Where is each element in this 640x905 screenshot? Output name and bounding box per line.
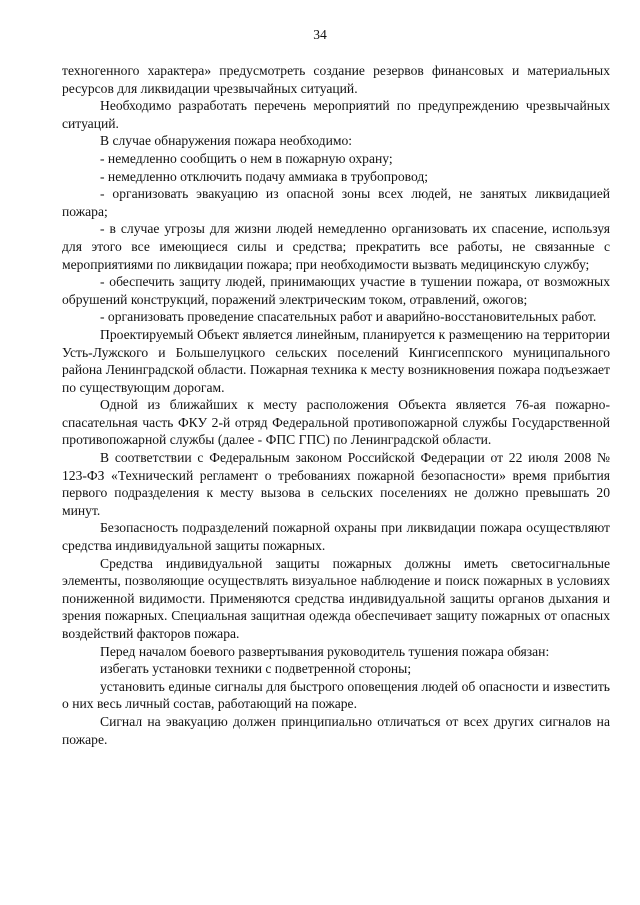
paragraph: - обеспечить защиту людей, принимающих участие в тушении пожара, от возможных обрушений конструкций, поражений электрическим током, отравлений, ожогов; [62, 274, 610, 307]
document-body [62, 62, 610, 748]
paragraph: В соответствии с Федеральным законом Российской Федерации от 22 июля 2008 № 123-ФЗ «Технический регламент о требованиях пожарной безопасности» время прибытия первого подразделения к месту вызова в сельских поселениях не должно превышать 20 минут. [62, 450, 610, 518]
paragraph: - немедленно отключить подачу аммиака в трубопровод; [100, 168, 429, 184]
paragraph: Проектируемый Объект является линейным, планируется к размещению на территории Усть-Лужского и Большелуцкого сельских поселений Кингисеппского муниципального района Ленинградской области. Пожарная техника к месту возникновения пожара подъезжает по существующим дорогам. [62, 326, 610, 395]
paragraph: - организовать эвакуацию из опасной зоны всех людей, не занятых ликвидацией пожара; [62, 186, 610, 219]
paragraph: Сигнал на эвакуацию должен принципиально отличаться от всех других сигналов на пожаре. [62, 713, 610, 747]
paragraph: Средства индивидуальной защиты пожарных должны иметь светосигнальные элементы, позволяющие осуществлять визуальное наблюдение и поиск пожарных в условиях пониженной видимости. Применяются средства индивидуальной защиты органов дыхания и зрения пожарных. Специальная защитная одежда обеспечивает защиту пожарных от опасных воздействий факторов пожара. [62, 555, 610, 641]
paragraph: Необходимо разработать перечень мероприятий по предупреждению чрезвычайных ситуаций. [62, 98, 610, 131]
paragraph: Одной из ближайших к месту расположения Объекта является 76-ая пожарно-спасательная часть ФКУ 2-й отряд Федеральной противопожарной службы Государственной противопожарной службы (далее - ФПС ГПС) по Ленинградской области. [62, 397, 610, 448]
paragraph: - немедленно сообщить о нем в пожарную охрану; [100, 150, 393, 166]
paragraph: Перед началом боевого развертывания руководитель тушения пожара обязан: [100, 643, 550, 659]
paragraph: Безопасность подразделений пожарной охраны при ликвидации пожара осуществляют средства индивидуальной защиты пожарных. [62, 520, 610, 554]
page-number: 34 [313, 27, 327, 42]
paragraph: установить единые сигналы для быстрого оповещения людей об опасности и известить о них весь личный состав, работающий на пожаре. [62, 678, 610, 712]
paragraph: техногенного характера» предусмотреть создание резервов финансовых и материальных ресурсов для ликвидации чрезвычайных ситуаций. [62, 63, 610, 96]
paragraph: - в случае угрозы для жизни людей немедленно организовать их спасение, используя для этого все имеющиеся силы и средства; прекратить все работы, не связанные с мероприятиями по ликвидации пожара; при необходимости вызвать медицинскую службу; [62, 221, 610, 272]
paragraph: - организовать проведение спасательных работ и аварийно-восстановительных работ. [100, 309, 597, 325]
paragraph: В случае обнаружения пожара необходимо: [100, 133, 353, 149]
paragraph: избегать установки техники с подветренной стороны; [100, 661, 412, 677]
